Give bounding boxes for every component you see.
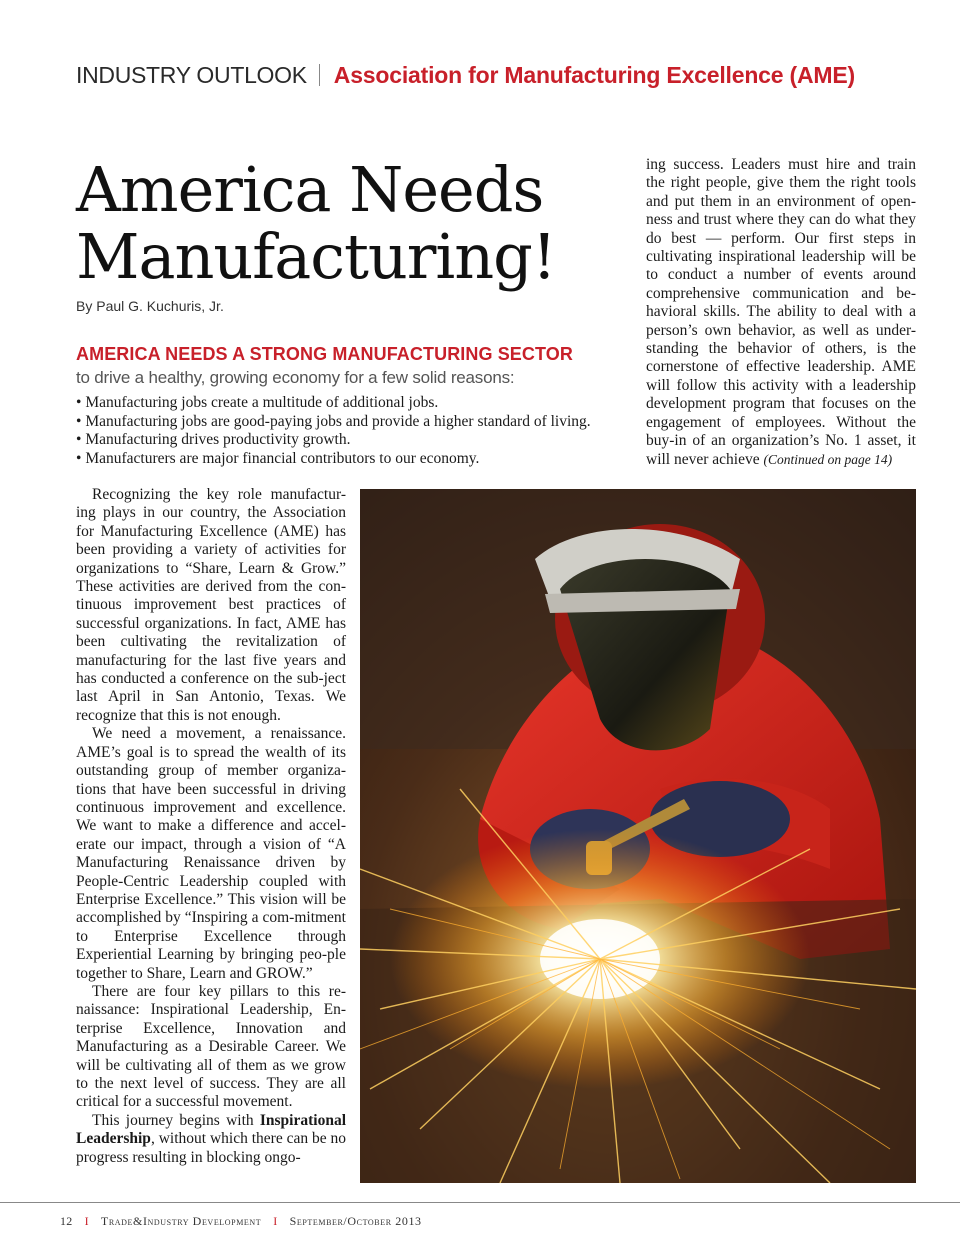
reasons-list: [76, 394, 646, 468]
right-column: [646, 156, 916, 469]
p4-end: , without which there can be no progress resulting in blocking ongo-: [76, 1130, 346, 1166]
kicker-heading: AMERICA NEEDS A STRONG MANUFACTURING SECTOR: [76, 344, 573, 364]
footer-rule: [0, 1202, 960, 1203]
page-number: 12: [60, 1214, 73, 1228]
header-divider: [319, 64, 320, 86]
title-line-2: Manufacturing!: [76, 220, 556, 293]
kicker-subheading: to drive a healthy, growing economy for a few solid reasons:: [76, 368, 515, 387]
running-header: [76, 58, 936, 93]
organization-name: Association for Manufacturing Excellence (AME): [333, 62, 855, 88]
footer-separator-1: I: [84, 1214, 89, 1228]
list-item: • Manufacturing jobs are good-paying jobs and provide a higher standard of living.: [76, 413, 646, 432]
page-footer: [60, 1214, 422, 1229]
body-paragraph-4: [76, 1112, 346, 1167]
left-column: [76, 486, 346, 1167]
body-paragraph-1: Recognizing the key role manufactur-ing plays in our country, the Association for Manufacturing Excellence (AME) has been providing a variety of activities for organizations to “Share, Learn & Grow.” These activities are derived from the con-tinuous improvement best practices of successful organizations. In fact, AME has been cultivating the revitalization of manufacturing for the last five years and has conducted a conference on the sub-ject last April in San Antonio, Texas. We recognize that this is not enough.: [76, 486, 346, 724]
continued-link[interactable]: (Continued on page 14): [763, 451, 893, 467]
list-item: • Manufacturers are major financial contributors to our economy.: [76, 450, 646, 469]
body-paragraph-2: We need a movement, a renaissance. AME’s goal is to spread the wealth of its outstanding group of member organiza-tions that have been successful in driving continuous improvement and excellence. We want to make a difference and accel-erate our impact, through a vision of “A Manufacturing Renaissance driven by People-Centric Leadership coupled with Enterprise Excellence.” This vision will be accomplished by “Inspiring a com-mitment to Enterprise Excellence through Experiential Learning by bringing peo-ple together to Share, Learn and GROW.”: [76, 725, 346, 982]
publication-name: Trade&Industry Development: [100, 1214, 262, 1228]
welder-illustration: [360, 489, 916, 1183]
issue-date: September/October 2013: [289, 1214, 422, 1228]
section-label: INDUSTRY OUTLOOK: [76, 62, 307, 88]
welder-photo: [360, 489, 916, 1183]
list-item: • Manufacturing jobs create a multitude of additional jobs.: [76, 394, 646, 413]
right-column-text: ing success. Leaders must hire and train the right people, give them the right tools and put them in an environment of open-ness and trust where they can do what they do best — perform. Our first steps in cultivating inspirational leadership will be to conduct a number of events around comprehensive communication and be-havioral skills. The ability to deal with a person’s own behavior, as well as under-standing the behavior of others, is the cornerstone of effective leadership. AME will follow this activity with a leadership development program that focuses on the engagement of employees. Without the buy-in of an organization’s No. 1 asset, it will never achieve: [646, 156, 916, 468]
p4-start: This journey begins with: [92, 1111, 254, 1129]
body-paragraph-3: There are four key pillars to this re-naissance: Inspirational Leadership, En-terprise Excellence, Innovation and Manufacturing as a Desirable Career. We will be cultivating all of them as we grow to the next level of success. They are all critical for a successful movement.: [76, 982, 346, 1111]
title-line-1: America Needs: [76, 153, 544, 226]
list-item: • Manufacturing drives productivity growth.: [76, 431, 646, 450]
footer-separator-2: I: [273, 1214, 278, 1228]
byline: By Paul G. Kuchuris, Jr.: [76, 298, 224, 314]
right-column-paragraph: [646, 156, 916, 469]
article-title: [76, 153, 636, 293]
p4-bold: Inspirational Leadership: [76, 1111, 346, 1148]
